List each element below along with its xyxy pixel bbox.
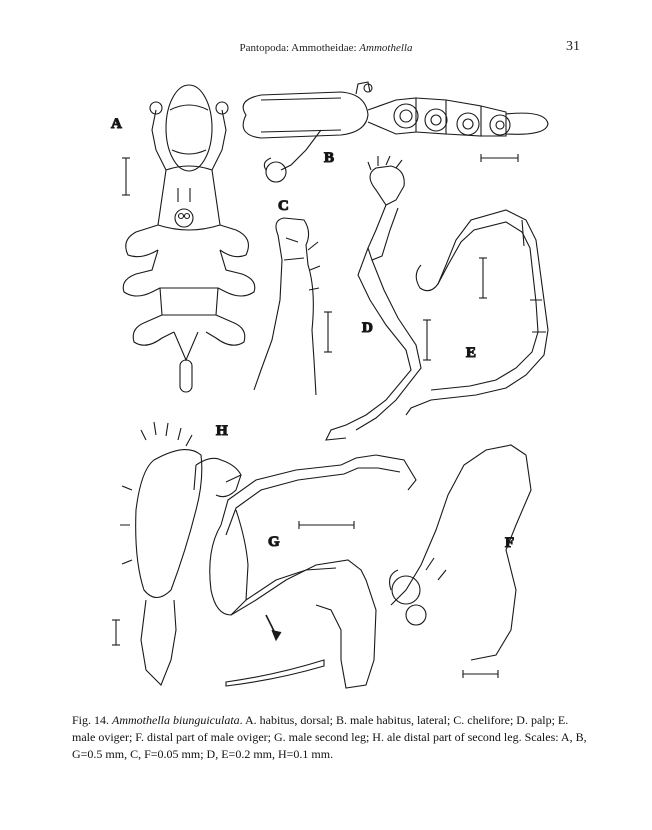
caption-species: Ammothella biunguiculata	[112, 713, 240, 727]
figure-plate	[86, 70, 576, 700]
panel-label-b: B	[324, 150, 335, 166]
caption-description: . A. habitus, dorsal; B. male habitus, lateral; C. chelifore; D. palp; E. male oviger; F. distal part of male oviger; G. male second leg; H. ale distal part of second leg.	[72, 713, 569, 744]
panel-label-e: E	[466, 345, 477, 361]
panel-label-d: D	[362, 320, 373, 336]
panel-f-drawing	[390, 445, 531, 678]
panel-e-drawing	[406, 210, 548, 415]
figure-illustration	[86, 70, 576, 700]
panel-label-f: F	[505, 535, 515, 551]
panel-label-h: H	[216, 423, 228, 439]
page-number: 31	[566, 39, 580, 54]
header-title-prefix: Pantopoda: Ammotheidae:	[239, 42, 360, 54]
panel-label-g: G	[268, 534, 280, 550]
running-head	[0, 42, 652, 54]
caption-scales: Scales: A, B, G=0.5 mm, C, F=0.05 mm; D, E=0.2 mm, H=0.1 mm.	[72, 730, 587, 761]
panel-label-a: A	[111, 116, 122, 132]
panel-a-drawing	[122, 85, 255, 392]
figure-caption	[72, 712, 592, 763]
header-genus: Ammothella	[359, 42, 413, 54]
panel-c-drawing	[254, 218, 332, 395]
panel-label-c: C	[278, 198, 289, 214]
panel-h-drawing	[112, 422, 241, 685]
panel-g-drawing	[210, 455, 416, 688]
caption-fig-label: Fig. 14.	[72, 713, 110, 727]
panel-b-drawing	[243, 82, 548, 182]
panel-d-drawing	[326, 156, 431, 440]
